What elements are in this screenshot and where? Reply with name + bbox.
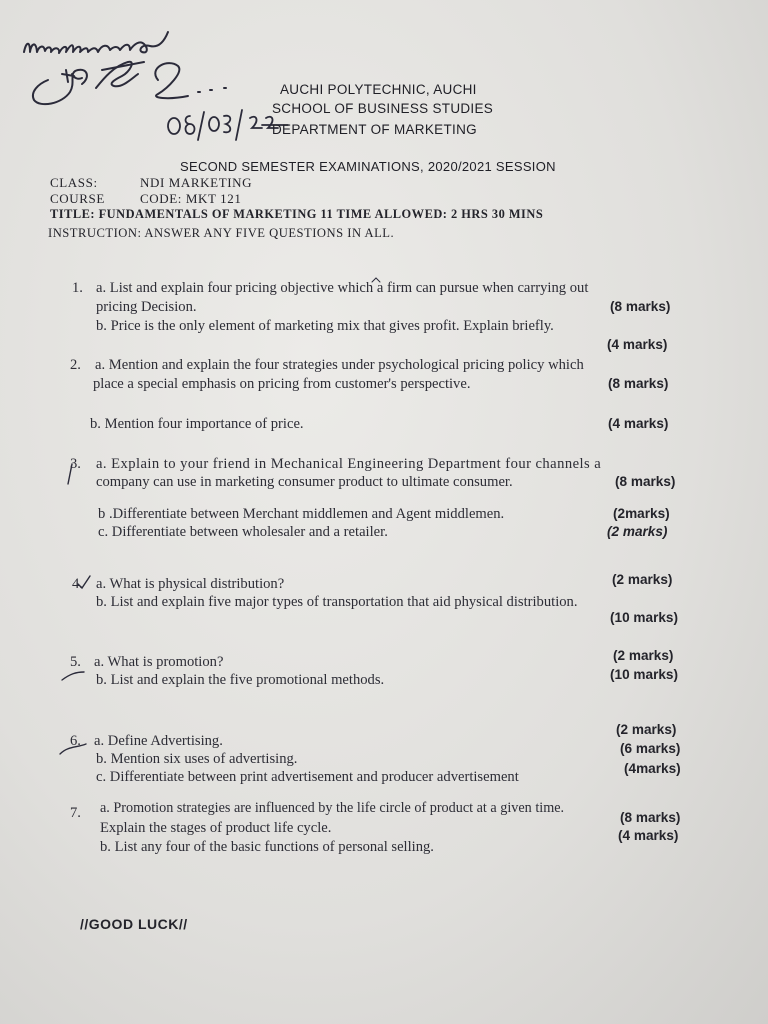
question-2a-marks: (8 marks) bbox=[608, 376, 669, 391]
question-1b-marks: (4 marks) bbox=[607, 337, 668, 352]
question-2-number: 2. bbox=[70, 357, 81, 373]
question-4b-text: b. List and explain five major types of transportation that aid physical distribution. bbox=[96, 594, 578, 610]
handwritten-date bbox=[160, 106, 290, 146]
question-1a-text-cont: pricing Decision. bbox=[96, 299, 197, 315]
question-1b-text: b. Price is the only element of marketing mix that gives profit. Explain briefly. bbox=[96, 318, 554, 334]
question-6b-marks: (6 marks) bbox=[620, 741, 681, 756]
good-luck-footer: //GOOD LUCK// bbox=[80, 916, 188, 932]
question-2b-marks: (4 marks) bbox=[608, 416, 669, 431]
pen-tick-q4 bbox=[76, 574, 92, 592]
pen-tick-q3 bbox=[62, 462, 82, 486]
question-1a-text: a. List and explain four pricing objective which a firm can pursue when carrying out bbox=[96, 280, 589, 296]
question-7a-marks: (8 marks) bbox=[620, 810, 681, 825]
class-label: CLASS: bbox=[50, 175, 98, 190]
question-4a-text: a. What is physical distribution? bbox=[96, 576, 285, 592]
pen-tick-q5 bbox=[60, 668, 86, 684]
question-3a-marks: (8 marks) bbox=[615, 474, 676, 489]
question-6c-text: c. Differentiate between print advertisement and producer advertisement bbox=[96, 769, 519, 785]
question-6a-marks: (2 marks) bbox=[616, 722, 677, 737]
pen-mark-q1 bbox=[370, 276, 382, 288]
question-3c-marks: (2 marks) bbox=[607, 524, 668, 539]
question-3c-text: c. Differentiate between wholesaler and a retailer. bbox=[98, 524, 388, 540]
exam-session: SECOND SEMESTER EXAMINATIONS, 2020/2021 SESSION bbox=[180, 159, 556, 174]
question-2b-text: b. Mention four importance of price. bbox=[90, 416, 304, 432]
question-5b-marks: (10 marks) bbox=[610, 667, 679, 682]
title-line: TITLE: FUNDAMENTALS OF MARKETING 11 TIME ALLOWED: 2 HRS 30 MINS bbox=[50, 207, 544, 221]
question-7-number: 7. bbox=[70, 805, 81, 821]
course-label: COURSE bbox=[50, 191, 105, 206]
question-3a-text: a. Explain to your friend in Mechanical Engineering Department four channels a bbox=[96, 456, 602, 472]
question-3a-text-cont: company can use in marketing consumer product to ultimate consumer. bbox=[96, 474, 513, 490]
question-7a-text: a. Promotion strategies are influenced by the life circle of product at a given time. bbox=[100, 800, 565, 816]
question-2a-text: a. Mention and explain the four strategies under psychological pricing policy which bbox=[95, 357, 584, 373]
question-6c-marks: (4marks) bbox=[624, 761, 681, 776]
question-5a-text: a. What is promotion? bbox=[94, 654, 224, 670]
question-7a-text-cont: Explain the stages of product life cycle. bbox=[100, 820, 332, 836]
question-1-number: 1. bbox=[72, 280, 83, 296]
school-name: SCHOOL OF BUSINESS STUDIES bbox=[272, 101, 494, 116]
question-3b-text: b .Differentiate between Merchant middlemen and Agent middlemen. bbox=[98, 506, 505, 522]
question-5-number: 5. bbox=[70, 654, 81, 670]
question-3b-marks: (2marks) bbox=[613, 506, 670, 521]
class-value: NDI MARKETING bbox=[140, 175, 253, 190]
institution-name: AUCHI POLYTECHNIC, AUCHI bbox=[280, 82, 477, 97]
question-5a-marks: (2 marks) bbox=[613, 648, 674, 663]
question-5b-text: b. List and explain the five promotional methods. bbox=[96, 672, 385, 688]
question-4a-marks: (2 marks) bbox=[612, 572, 673, 587]
question-6a-text: a. Define Advertising. bbox=[94, 733, 223, 749]
question-6b-text: b. Mention six uses of advertising. bbox=[96, 751, 298, 767]
instruction-line: INSTRUCTION: ANSWER ANY FIVE QUESTIONS IN ALL. bbox=[48, 226, 395, 240]
question-2a-text-cont: place a special emphasis on pricing from customer's perspective. bbox=[93, 376, 471, 392]
question-7b-marks: (4 marks) bbox=[618, 828, 679, 843]
department-name: DEPARTMENT OF MARKETING bbox=[272, 122, 477, 137]
question-1a-marks: (8 marks) bbox=[610, 299, 671, 314]
question-4b-marks: (10 marks) bbox=[610, 610, 679, 625]
question-3-number: 3. bbox=[70, 456, 81, 472]
question-7b-text: b. List any four of the basic functions of personal selling. bbox=[100, 839, 434, 855]
question-6-number: 6. bbox=[70, 733, 81, 749]
question-4-number: 4. bbox=[72, 576, 83, 592]
course-code: CODE: MKT 121 bbox=[140, 191, 242, 206]
pen-tick-q6 bbox=[58, 742, 88, 758]
